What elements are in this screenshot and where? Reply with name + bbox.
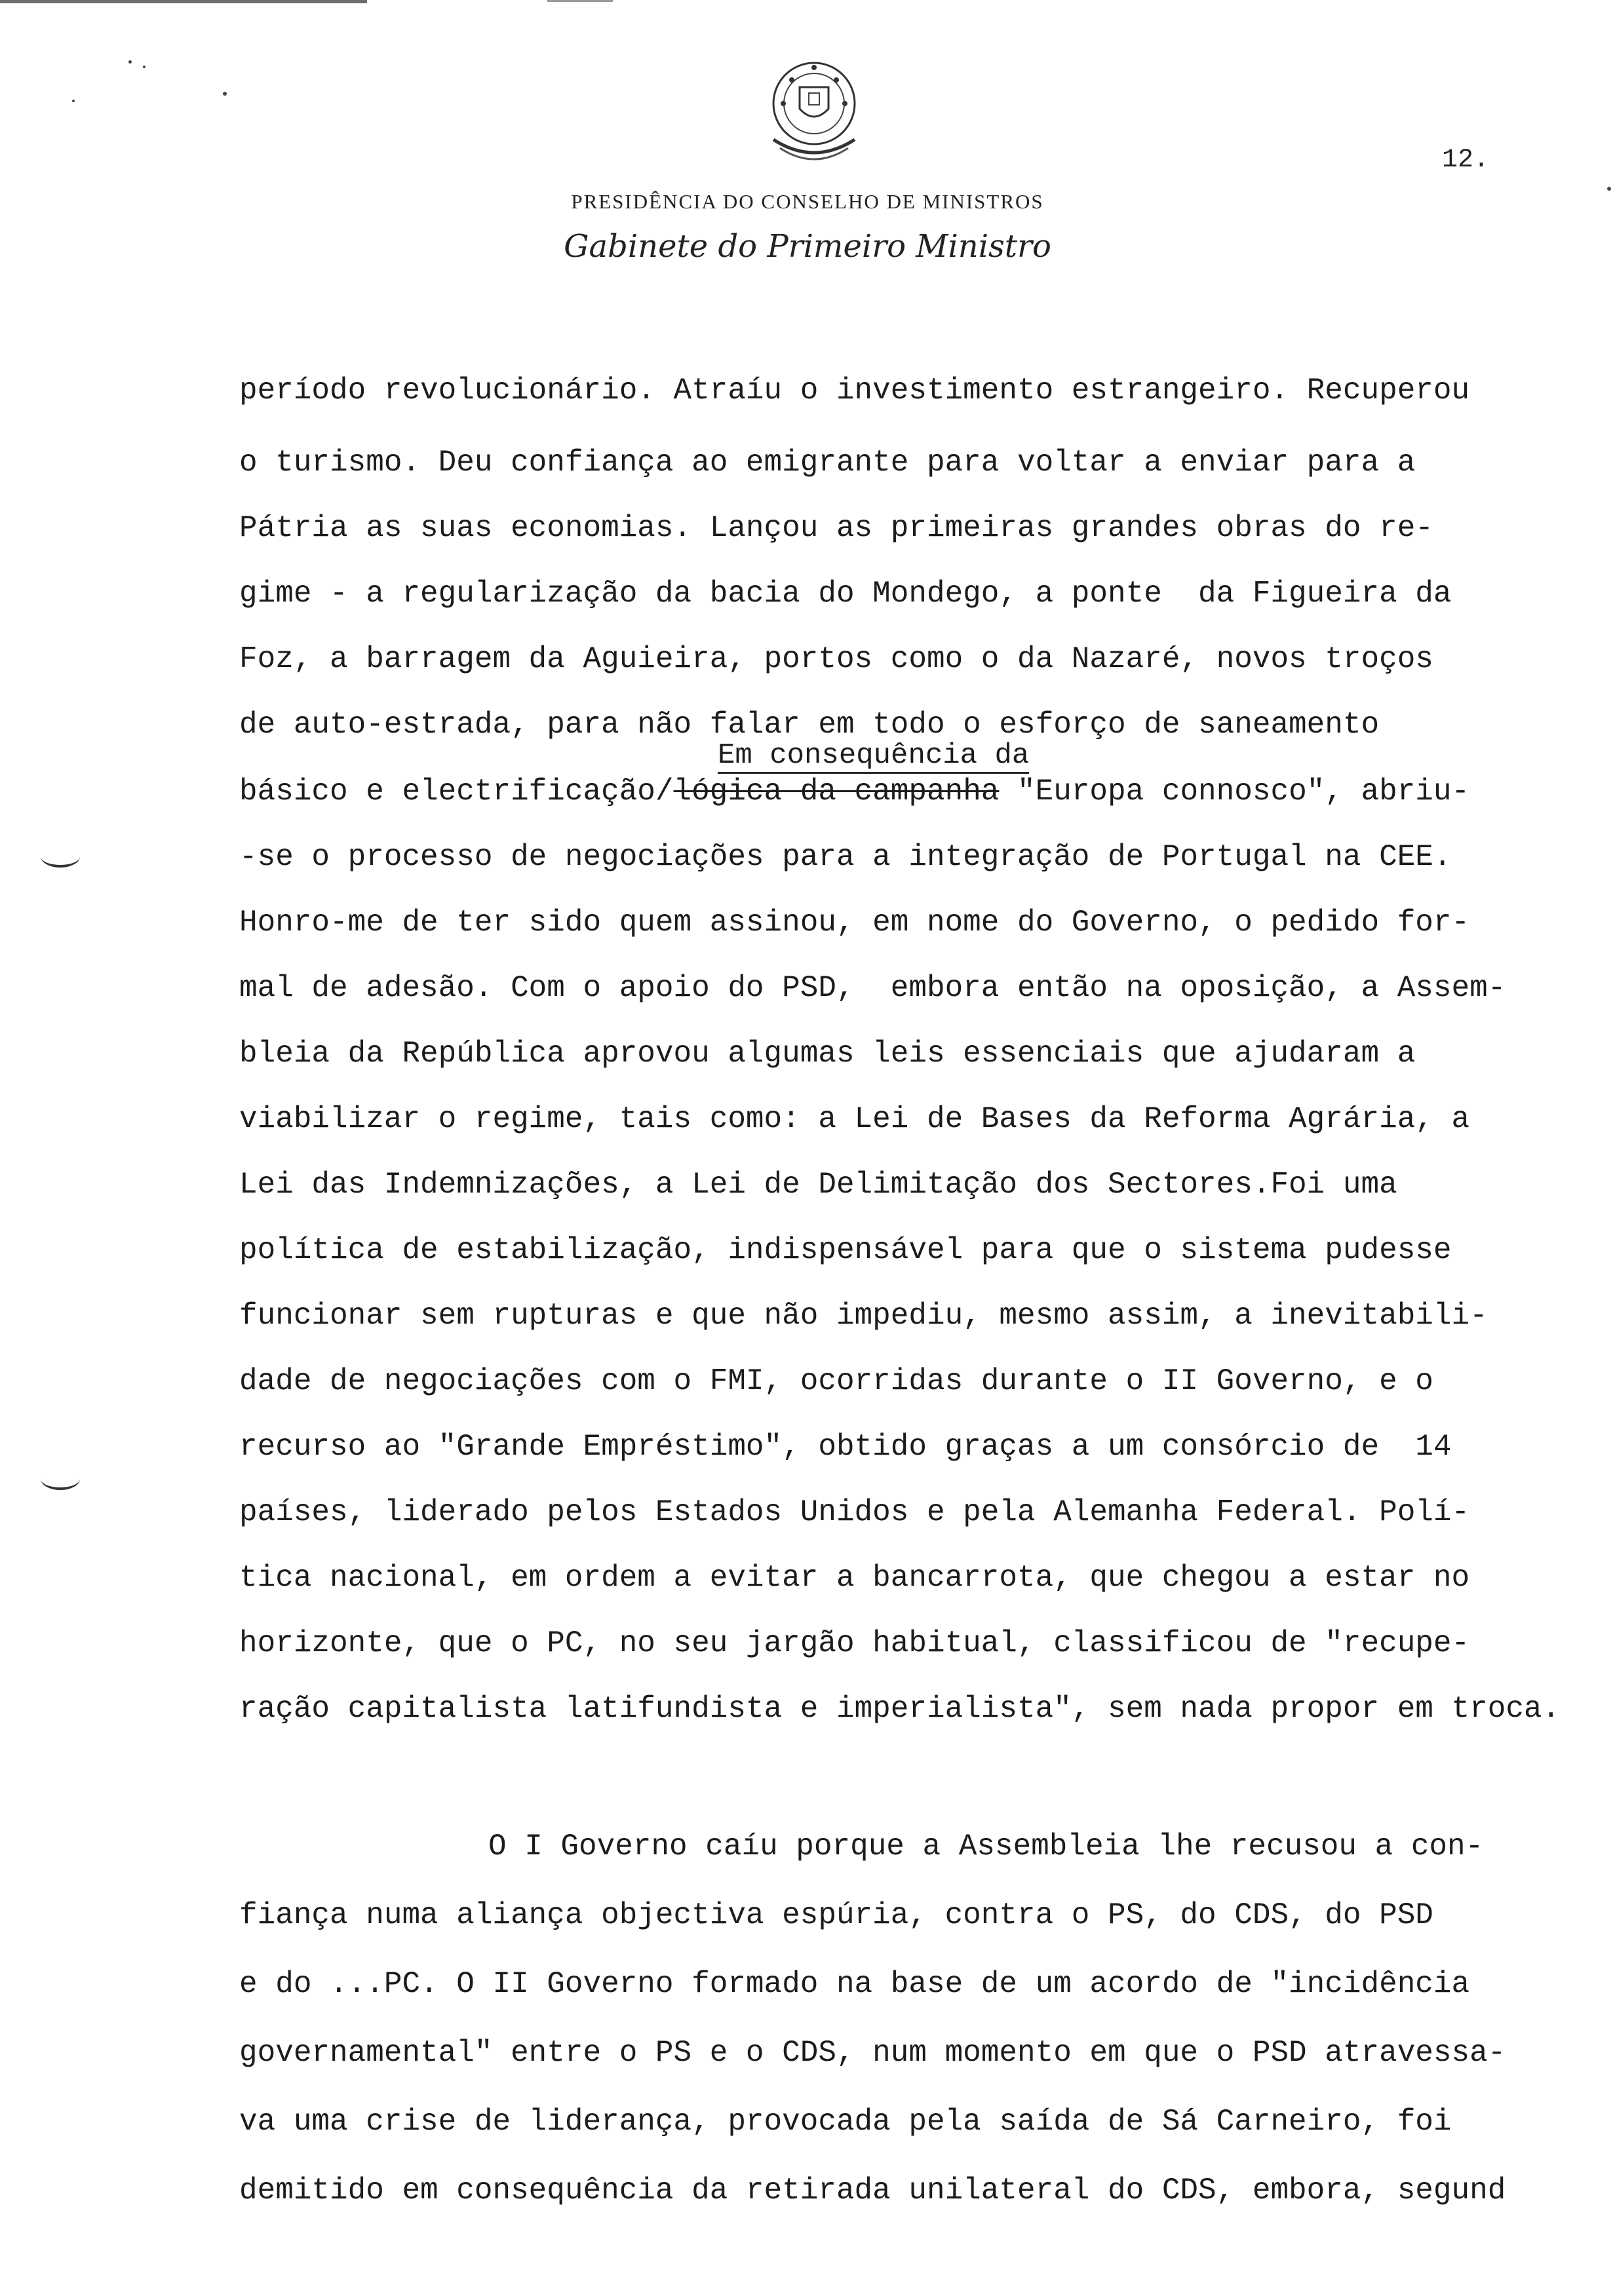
text-line: ração capitalista latifundista e imperialista", sem nada propor em troca. xyxy=(239,1692,1561,1726)
text-line: Lei das Indemnizações, a Lei de Delimitação dos Sectores.Foi uma xyxy=(239,1168,1397,1202)
text-line: tica nacional, em ordem a evitar a bancarrota, que chegou a estar no xyxy=(239,1561,1470,1595)
text-line: viabilizar o regime, tais como: a Lei de Bases da Reforma Agrária, a xyxy=(239,1102,1470,1136)
scan-speck xyxy=(128,60,132,64)
binder-hole-mark xyxy=(41,1468,80,1490)
coat-of-arms-seal-icon xyxy=(754,51,875,172)
binder-hole-mark xyxy=(41,845,80,868)
text-line: Pátria as suas economias. Lançou as primeiras grandes obras do re- xyxy=(239,511,1433,545)
text-line: Honro-me de ter sido quem assinou, em nome do Governo, o pedido for- xyxy=(239,906,1470,940)
top-edge-rule xyxy=(0,0,367,3)
top-edge-mark xyxy=(547,0,613,2)
text-line: fiança numa aliança objectiva espúria, contra o PS, do CDS, do PSD xyxy=(239,1898,1433,1932)
text-line: demitido em consequência da retirada unilateral do CDS, embora, segund xyxy=(239,2173,1506,2208)
text-line: e do ...PC. O II Governo formado na base de um acordo de "incidência xyxy=(239,1967,1470,2001)
text-line: período revolucionário. Atraíu o investimento estrangeiro. Recuperou xyxy=(239,373,1470,408)
office-title: PRESIDÊNCIA DO CONSELHO DE MINISTROS xyxy=(571,190,1044,213)
handwritten-insertion: Em consequência da xyxy=(718,739,1029,774)
text-line: Foz, a barragem da Aguieira, portos como o da Nazaré, novos troços xyxy=(239,642,1433,676)
text-line: governamental" entre o PS e o CDS, num momento em que o PSD atravessa- xyxy=(239,2036,1506,2070)
text-line: países, liderado pelos Estados Unidos e pela Alemanha Federal. Polí- xyxy=(239,1495,1470,1529)
text-segment: "Europa connosco", abriu- xyxy=(999,775,1470,809)
text-line: recurso ao "Grande Empréstimo", obtido graças a um consórcio de 14 xyxy=(239,1430,1452,1464)
scan-speck xyxy=(223,92,227,96)
text-line: política de estabilização, indispensável para que o sistema pudesse xyxy=(239,1233,1452,1267)
page-number: 12. xyxy=(1442,145,1490,175)
text-line: O I Governo caíu porque a Assembleia lhe recusou a con- xyxy=(488,1829,1484,1864)
office-subtitle: Gabinete do Primeiro Ministro xyxy=(564,228,1051,265)
scan-speck xyxy=(72,100,75,102)
text-line: bleia da República aprovou algumas leis essenciais que ajudaram a xyxy=(239,1037,1416,1071)
text-line: de auto-estrada, para não falar em todo o esforço de saneamento xyxy=(239,708,1380,742)
text-line: va uma crise de liderança, provocada pela saída de Sá Carneiro, foi xyxy=(239,2105,1452,2139)
insertion-caret: / xyxy=(655,775,674,809)
text-line-with-correction xyxy=(239,772,1469,811)
text-line: gime - a regularização da bacia do Mondego, a ponte da Figueira da xyxy=(239,577,1452,611)
text-line: funcionar sem rupturas e que não impediu, mesmo assim, a inevitabili- xyxy=(239,1299,1488,1333)
text-line: o turismo. Deu confiança ao emigrante para voltar a enviar para a xyxy=(239,446,1416,480)
text-line: dade de negociações com o FMI, ocorridas durante o II Governo, e o xyxy=(239,1364,1433,1398)
scan-speck xyxy=(143,66,146,68)
text-line: horizonte, que o PC, no seu jargão habitual, classificou de "recupe- xyxy=(239,1626,1470,1660)
text-line: -se o processo de negociações para a integração de Portugal na CEE. xyxy=(239,840,1452,874)
struck-text: lógica da campanha xyxy=(673,775,1000,809)
text-line: mal de adesão. Com o apoio do PSD, embora então na oposição, a Assem- xyxy=(239,971,1506,1005)
text-segment: básico e electrificação xyxy=(239,775,655,809)
